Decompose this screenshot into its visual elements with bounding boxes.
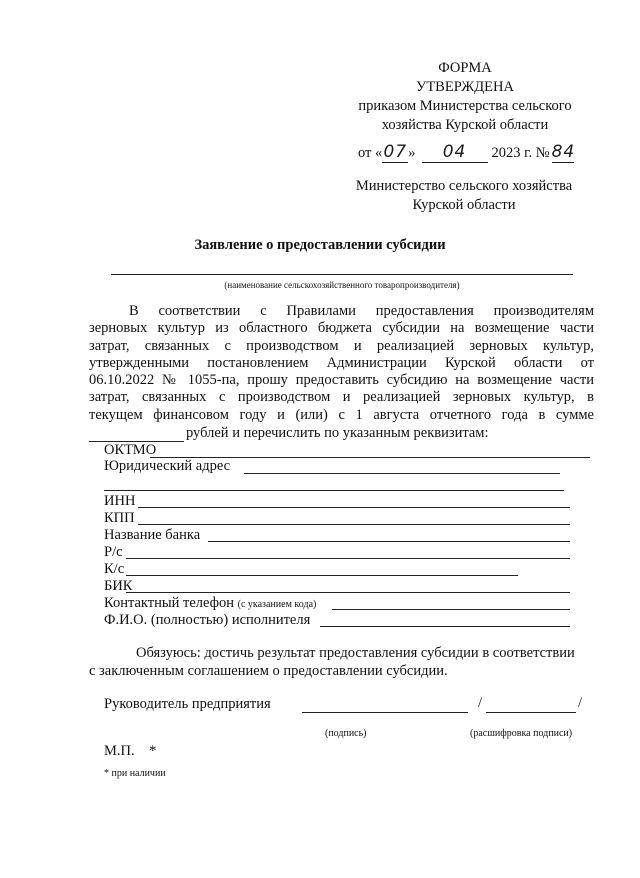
ks-label: К/с [104,561,125,577]
phone-label [104,595,316,613]
order-date [358,142,574,163]
recipient-line-1: Министерство сельского хозяйства [355,178,573,194]
signature-line [302,712,468,713]
paragraph-line-5: 06.10.2022 № 1055-па, прошу предоставить субсидию на возмещение части [89,372,594,389]
recipient-line-2: Курской области [412,197,516,213]
paragraph-line-3: затрат, связанных с производством и реализацией зерновых культур, [89,337,594,354]
producer-caption: (наименование сельскохозяйственного товаропроизводителя) [224,280,460,290]
producer-name-line [111,274,573,275]
legal-address-line [244,473,560,474]
kpp-line [138,524,570,525]
legal-address-line-2 [104,490,564,491]
order-line-1: приказом Министерства сельского [358,98,572,114]
oktmo-label: ОКТМО [104,442,157,458]
order-day: 07 [383,142,408,162]
signature-decode-line [486,712,576,713]
paragraph-line-8: рублей и перечислить по указанным реквизитам: [186,425,489,441]
legal-address-label: Юридический адрес [104,458,231,474]
year-number-label: 2023 г. № [491,145,550,161]
document-title: Заявление о предоставлении субсидии [194,237,446,253]
approved-label: УТВЕРЖДЕНА [416,79,514,95]
bik-label: БИК [104,578,133,594]
obligation-line-1: Обязуюсь: достичь результат предоставления субсидии в соответствии [136,645,575,661]
application-paragraph [89,303,594,424]
bank-name-line [208,541,570,542]
ks-line [126,575,518,576]
order-month: 04 [422,142,488,163]
signature-caption: (подпись) [325,728,367,739]
executor-line [320,626,570,627]
date-prefix: от « [358,145,383,161]
paragraph-line-4: утвержденными постановлением Администрации Курской области от [89,354,594,371]
signature-slash-2: / [578,695,583,711]
order-line-2: хозяйства Курской области [381,117,549,133]
order-number: 84 [551,142,576,162]
phone-note: (с указанием кода) [237,599,317,610]
date-mid: » [408,145,416,161]
signature-decode-caption: (расшифровка подписи) [470,728,573,739]
executor-label: Ф.И.О. (полностью) исполнителя [104,612,311,628]
phone-line [332,609,570,610]
stamp-note: * при наличии [104,768,166,779]
head-of-enterprise-label: Руководитель предприятия [104,696,271,712]
paragraph-line-2: зерновых культур из областного бюджета субсидии на возмещение части [89,320,594,337]
form-label: ФОРМА [438,60,492,76]
kpp-label: КПП [104,510,135,526]
stamp-label: М.П. * [104,743,157,759]
rs-line [126,558,570,559]
paragraph-line-6: затрат, связанных с производством и реализацией зерновых культур, в [89,389,594,406]
obligation-line-2: с заключенным соглашением о предоставлении субсидии. [89,663,448,679]
phone-label-text: Контактный телефон [104,595,235,611]
paragraph-line-7: текущем финансовом году и (или) с 1 августа отчетного года в сумме [89,406,594,423]
bik-line [126,592,570,593]
inn-label: ИНН [104,493,136,509]
paragraph-line-1: В соответствии с Правилами предоставления производителям [129,303,594,319]
rs-label: Р/с [104,544,123,560]
inn-line [138,507,570,508]
signature-slash-1: / [478,695,483,711]
bank-name-label: Название банка [104,527,201,543]
